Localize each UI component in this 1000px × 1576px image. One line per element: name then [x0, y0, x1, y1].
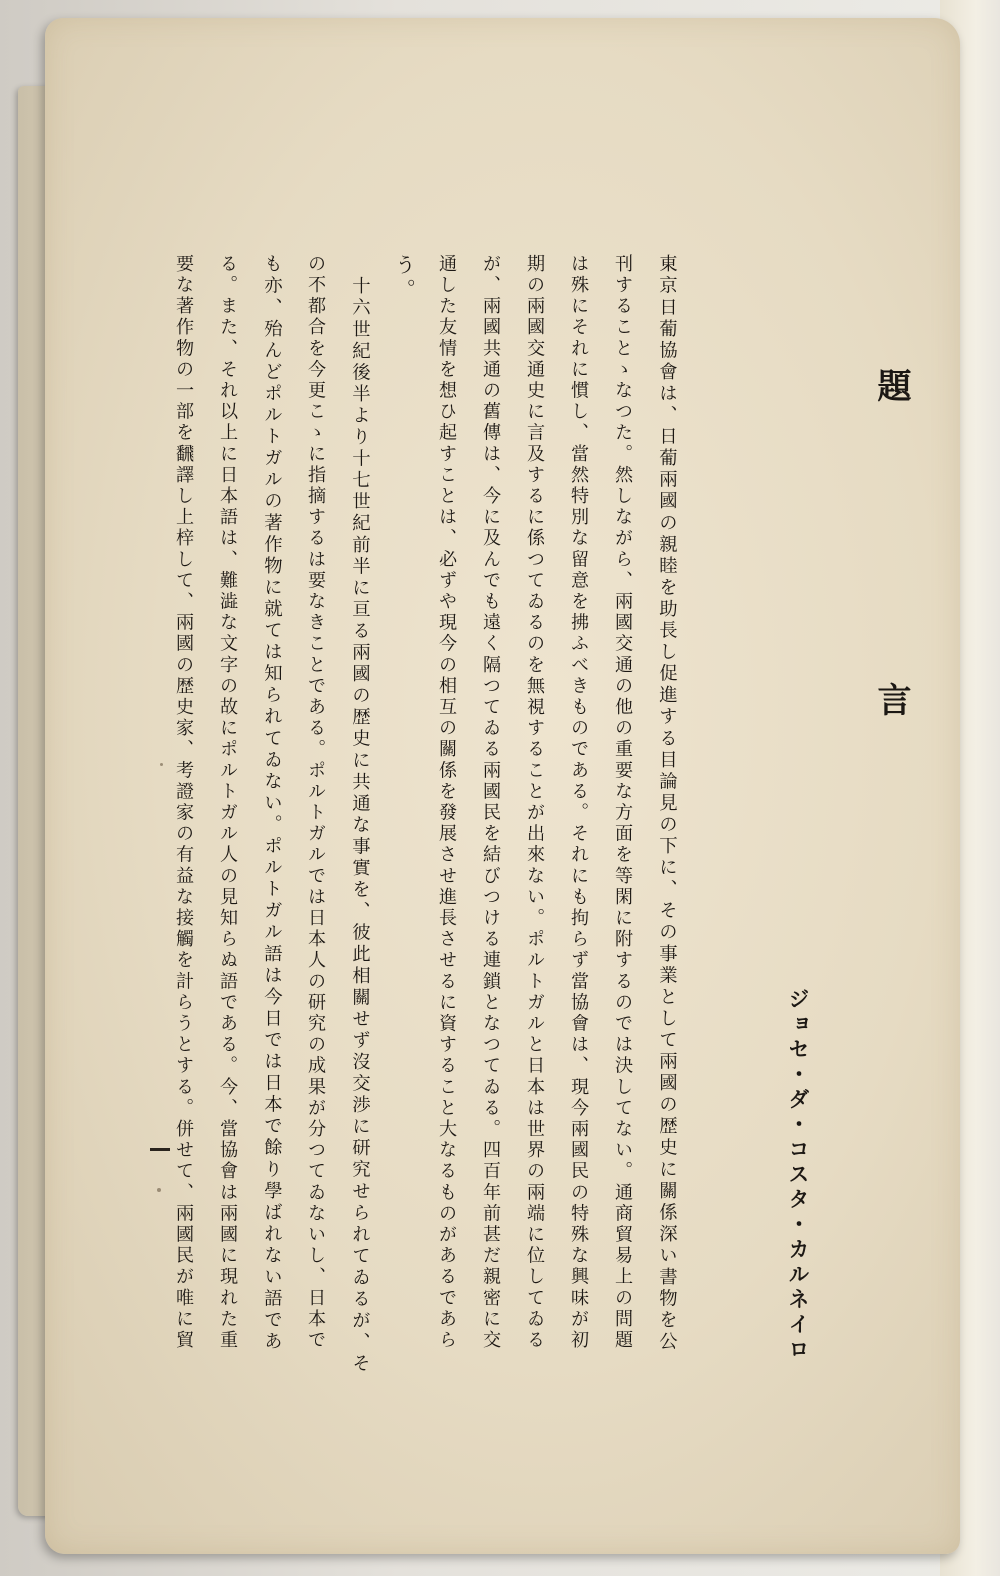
- text-line: 期の兩國交通史に言及するに係つてゐるのを無視することが出來ない。ポルトガルと日本は世界の兩端に位してゐる: [524, 254, 546, 1352]
- text-line: る。また、それ以上に日本語は、難澁な文字の故にポルトガル人の見知らぬ語である。今、當協會は兩國に現れた重: [217, 254, 239, 1352]
- text-line: の不都合を今更こゝに指摘するは要なきことである。ポルトガルでは日本人の研究の成果が分つてゐないし、日本で: [305, 254, 327, 1352]
- text-line: は殊にそれに慣し、當然特別な留意を拂ふべきものである。それにも拘らず當協會は、現今兩國民の特殊な興味が初: [568, 254, 590, 1352]
- page-title: 題 言: [871, 368, 911, 836]
- text-line: も亦、殆んどポルトガルの著作物に就ては知られてゐない。ポルトガル語は今日では日本で餘り學ばれない語であ: [261, 254, 283, 1354]
- text-line: 通した友情を想ひ起すことは、必ずや現今の相互の關係を發展させ進長させるに資すること大なるものがあるであら: [436, 254, 458, 1352]
- text-line: う。: [391, 254, 416, 304]
- text-line: 要な著作物の一部を飜譯し上梓して、兩國の歴史家、考證家の有益な接觸を計らうとする。併せて、兩國民が唯に貿: [173, 254, 195, 1352]
- paper-speck: [157, 1188, 161, 1192]
- text-line: が、兩國共通の舊傳は、今に及んでも遠く隔つてゐる兩國民を結びつける連鎖となつてゐる。四百年前甚だ親密に交: [480, 254, 502, 1352]
- text-line: 十六世紀後半より十七世紀前半に亘る兩國の歴史に共通な事實を、彼此相關せず沒交渉に研究せられてゐるが、そ: [349, 276, 371, 1376]
- page-number-mark: [150, 1148, 170, 1151]
- paper-speck: [160, 763, 163, 766]
- text-line: 東京日葡協會は、日葡兩國の親睦を助長し促進する目論見の下に、その事業として兩國の歴史に關係深い書物を公: [656, 254, 678, 1354]
- text-line: 刊することゝなつた。然しながら、兩國交通の他の重要な方面を等閑に附するのでは決してない。通商貿易上の問題: [612, 254, 634, 1352]
- author-name: ジョセ・ダ・コスタ・カルネイロ: [786, 988, 811, 1363]
- book-page: [45, 18, 960, 1554]
